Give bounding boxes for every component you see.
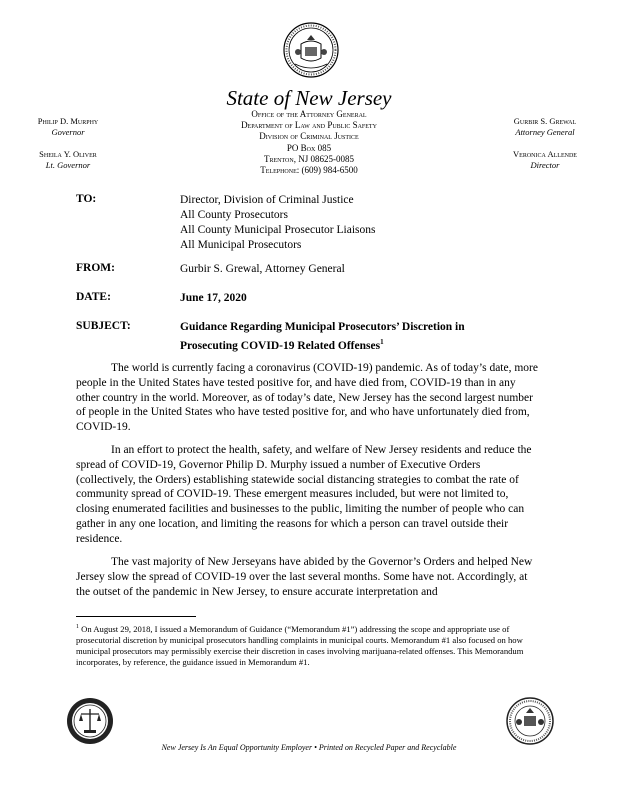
po-box: PO Box 085 bbox=[286, 142, 332, 153]
recipient: All County Prosecutors bbox=[180, 209, 288, 221]
state-title: State of New Jersey bbox=[226, 86, 392, 110]
justice-seal-icon bbox=[66, 697, 114, 745]
director-name: Veronica Allende bbox=[513, 149, 577, 159]
footnote-text: On August 29, 2018, I issued a Memorandum of Guidance (“Memorandum #1”) addressing the scope and appropriate use of prosecutorial discretion by municipal prosecutors handling complaints in municipal courts. Memorandum #1 also focused on how municipal prosecutors may permissibly exercise their discretion in cases involving marijuana-related offenses. This Memorandum incorporates, by reference, the guidance issued in Memorandum #1. bbox=[76, 623, 524, 667]
subject-line: Prosecuting COVID-19 Related Offenses bbox=[180, 339, 381, 352]
office-name: Office of the Attorney General bbox=[251, 109, 367, 119]
recipient: All Municipal Prosecutors bbox=[180, 239, 302, 251]
lt-governor-name: Sheila Y. Oliver bbox=[39, 149, 97, 159]
body-paragraph-2: In an effort to protect the health, safety, and welfare of New Jersey residents and reduce the spread of COVID-19, Governor Philip D. Murphy issued a number of Executive Orders (collectively, the Orders) establishing statewide social distancing strategies to combat the rate of community spread of COVID-19. These emergent measures included, but were not limited to, closing enumerated facilities and businesses to the public, limiting the number of people who can gather in any one location, and limiting the reasons for which a person can travel outside their residence. bbox=[76, 444, 532, 545]
telephone: Telephone: (609) 984-6500 bbox=[260, 165, 358, 176]
director-title: Director bbox=[530, 160, 560, 170]
from-label: FROM: bbox=[76, 262, 115, 274]
nj-state-seal-icon bbox=[506, 697, 554, 745]
recipient: All County Municipal Prosecutor Liaisons bbox=[180, 224, 376, 236]
attorney-general-title: Attorney General bbox=[515, 127, 575, 137]
footnote-mark: 1 bbox=[76, 624, 79, 630]
office-address-block bbox=[180, 109, 438, 176]
lt-governor-title: Lt. Governor bbox=[45, 160, 91, 170]
subject-value bbox=[180, 320, 465, 354]
body-paragraph-1: The world is currently facing a coronavirus (COVID-19) pandemic. As of today’s date, more people in the United States have tested positive for, and have died from, COVID-19 than in any other country in the world. Moreover, as of today’s date, New Jersey has the second largest number of people in the United States who have tested positive for, and who have unfortunately died from, COVID-19. bbox=[76, 362, 538, 434]
state-seal-icon bbox=[283, 22, 339, 78]
body-paragraph-3: The vast majority of New Jerseyans have abided by the Governor’s Orders and helped New Jersey slow the spread of COVID-19 over the last several months. Some have not. Accordingly, at the outset of the pandemic in New Jersey, to ensure accurate interpretation and bbox=[76, 556, 533, 598]
department-name: Department of Law and Public Safety bbox=[241, 120, 377, 131]
date-value: June 17, 2020 bbox=[180, 292, 247, 304]
date-label: DATE: bbox=[76, 291, 111, 303]
subject-label: SUBJECT: bbox=[76, 320, 131, 332]
governor-name: Philip D. Murphy bbox=[37, 116, 99, 126]
to-recipients bbox=[180, 193, 375, 253]
footnote bbox=[76, 622, 544, 668]
footnote-ref: 1 bbox=[380, 338, 384, 346]
subject-line: Guidance Regarding Municipal Prosecutors’ Discretion in bbox=[180, 321, 465, 333]
governor-block bbox=[8, 116, 128, 171]
division-name: Division of Criminal Justice bbox=[259, 131, 359, 142]
from-value: Gurbir S. Grewal, Attorney General bbox=[180, 263, 345, 275]
governor-title: Governor bbox=[51, 127, 85, 137]
attorney-general-name: Gurbir S. Grewal bbox=[513, 116, 577, 126]
attorney-general-block bbox=[480, 116, 610, 171]
recipient: Director, Division of Criminal Justice bbox=[180, 194, 354, 206]
city-zip: Trenton, NJ 08625-0085 bbox=[264, 153, 354, 164]
to-label: TO: bbox=[76, 193, 97, 205]
footer-text: New Jersey Is An Equal Opportunity Employer • Printed on Recycled Paper and Recyclable bbox=[161, 743, 457, 752]
footnote-divider bbox=[76, 616, 196, 617]
